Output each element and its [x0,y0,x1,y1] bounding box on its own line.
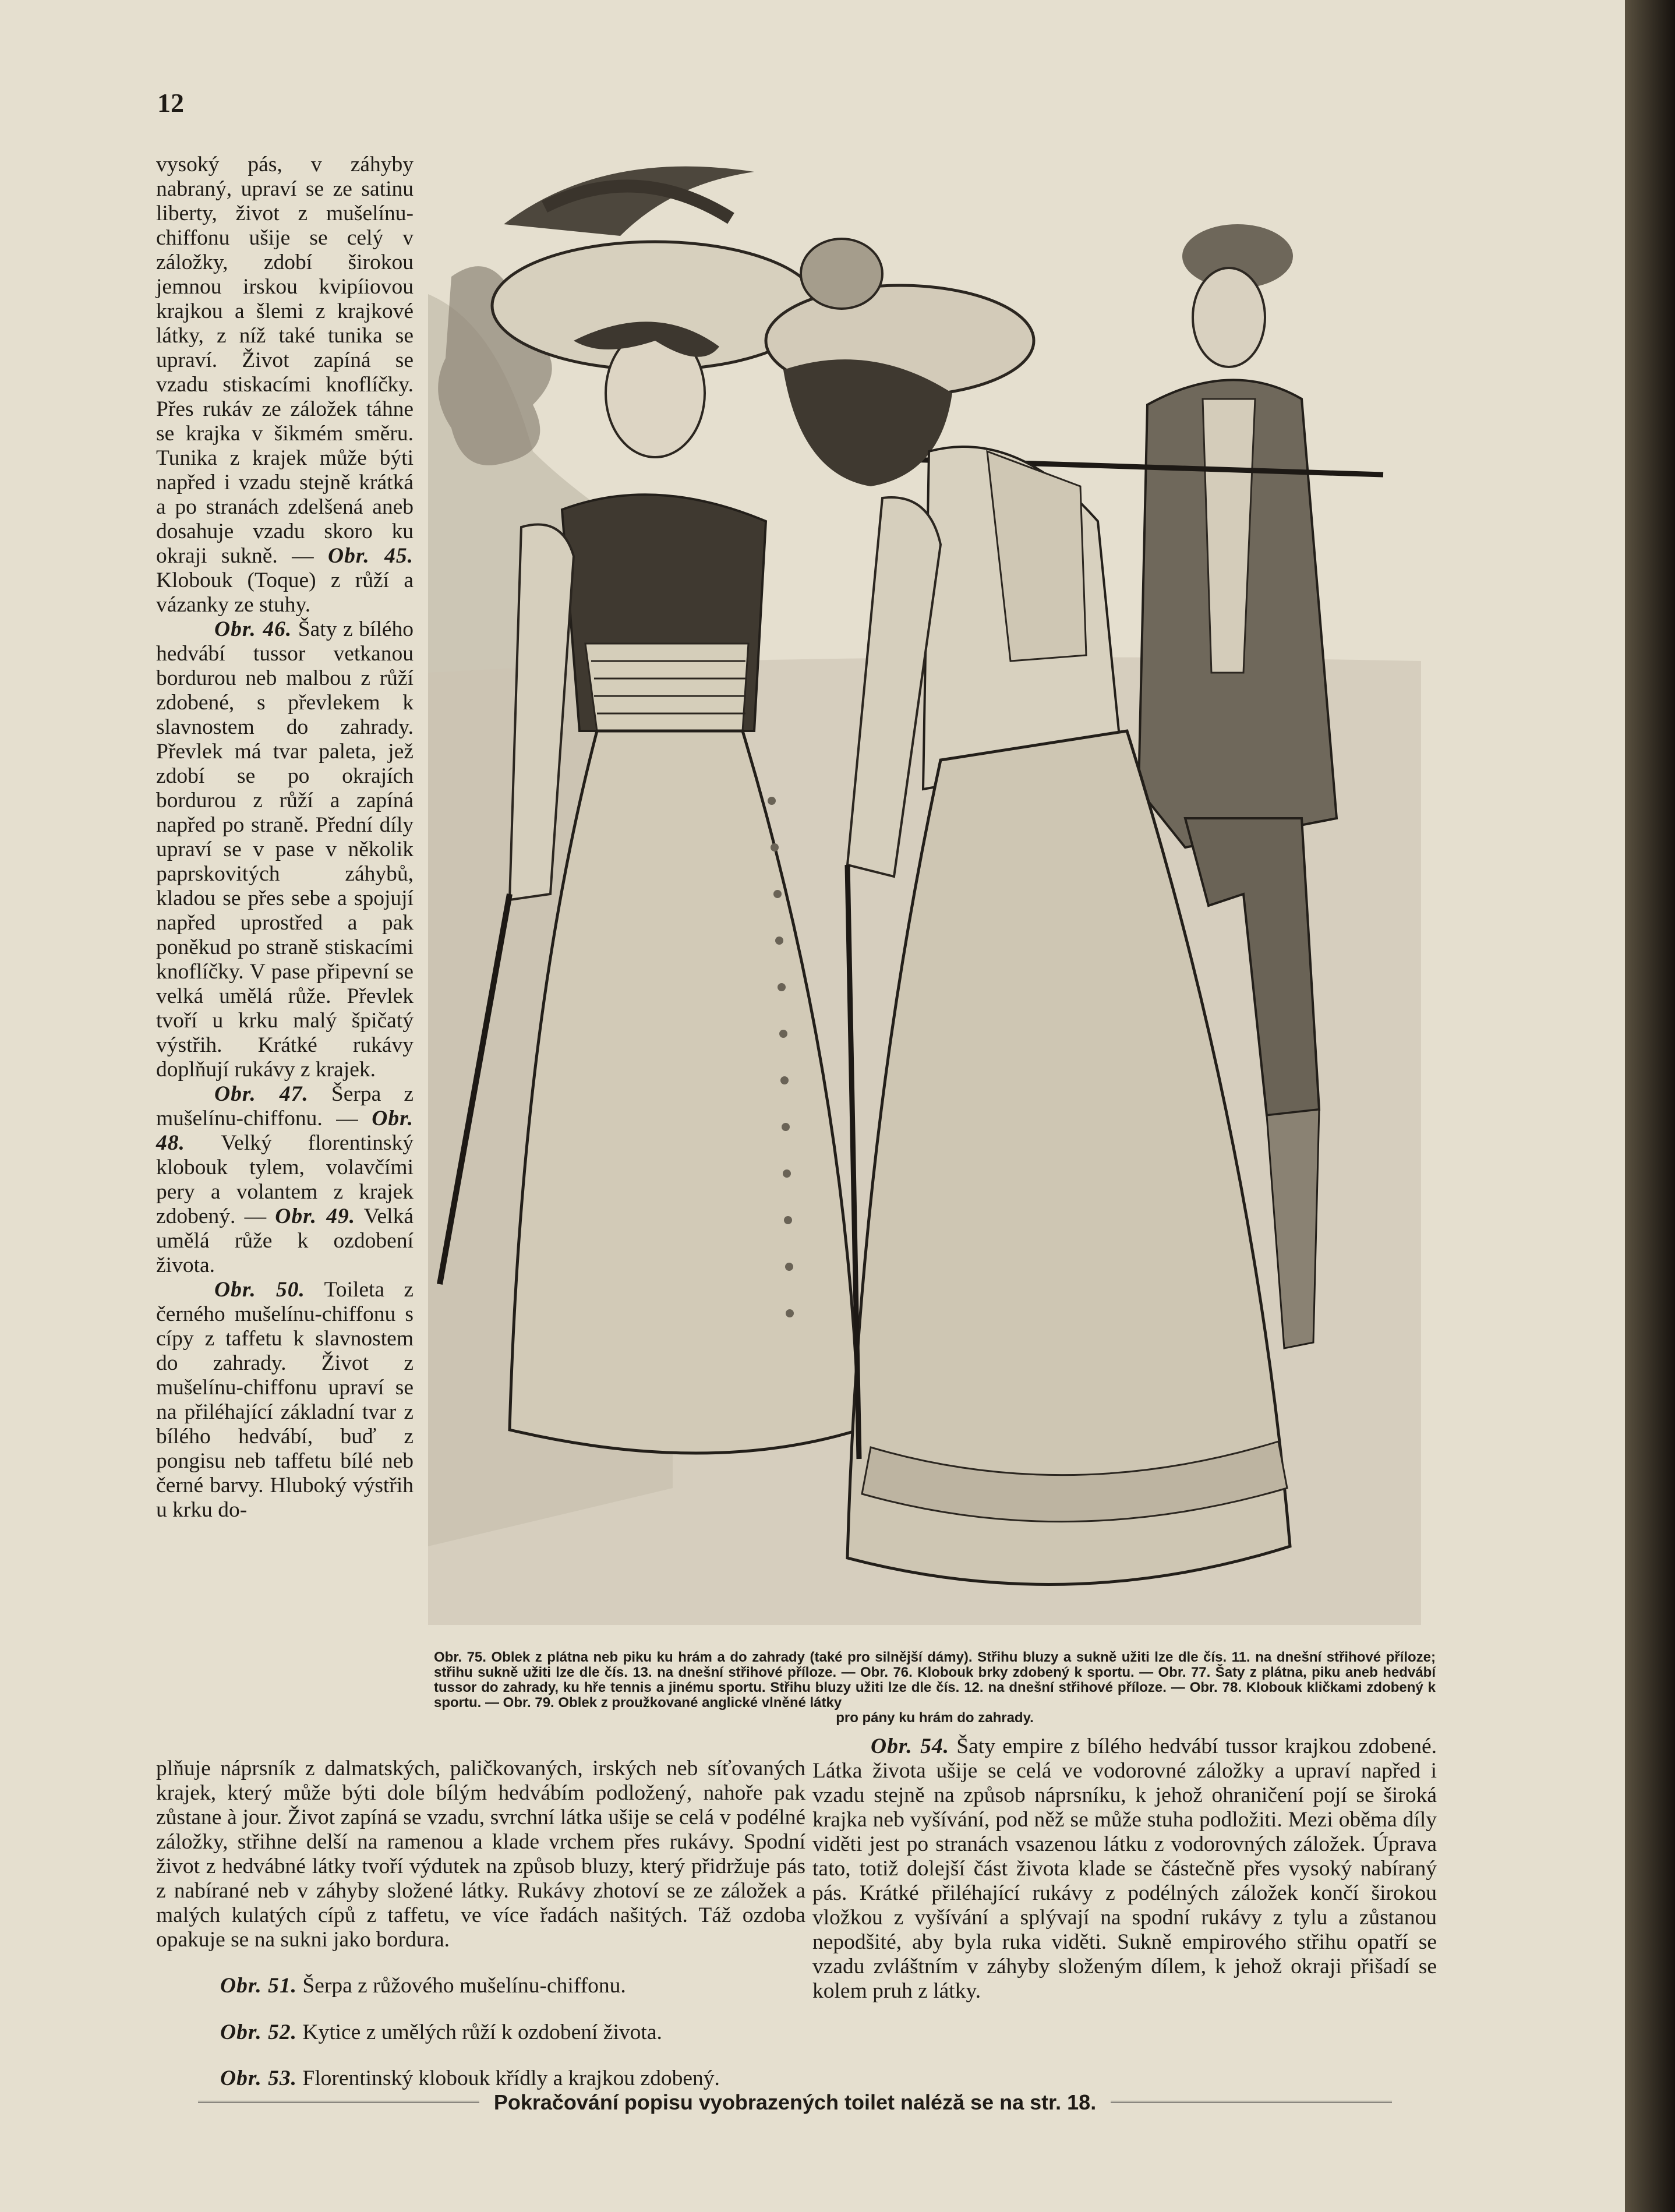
figure-ref: Obr. 52. [220,2020,297,2044]
continuation-note: Pokračování popisu vyobrazených toilet naléză se na str. 18. [493,2090,1097,2114]
left-rule [198,2101,479,2105]
list-item [156,1974,805,1998]
figure-caption [434,1650,1436,1726]
figure-ref: Obr. 50. [214,1278,305,1302]
figure-ref: Obr. 47. [214,1082,309,1106]
paragraph [156,617,414,1082]
item-text: Kytice z umělých růží k ozdobení života. [296,2020,662,2044]
page-gutter [1625,0,1675,2212]
figure-ref: Obr. 46. [214,617,292,641]
body-text: Velký florentinský klobouk tylem, volavčími pery a volantem z krajek zdobený. — [156,1131,414,1228]
figure-ref: Obr. 54. [871,1734,949,1758]
lower-left-text [156,1734,805,2113]
item-text: Šerpa z růžového mušelínu-chiffonu. [296,1974,626,1998]
figure-ref: Obr. 48. [156,1107,414,1155]
body-text: Toileta z černého mušelínu-chiffonu s cípy z taffetu k slavnostem do zahrady. Život z mušelínu-chiffonu upraví se na přiléhající základní tvar z bílého hedvábí, buď z pongisu neb taffetu bílé neb černé barvy. Hluboký výstřih u krku do- [156,1278,414,1522]
paragraph: plňuje náprsník z dalmatských, paličkovaných, irských neb síťovaných krajek, který může býti dole bílým hedvábím podložený, nahoře pak zůstane à jour. Život zapíná se vzadu, svrchní látka ušije se celá v podélné záložky, střihne delší na ramenou a klade vrchem přes rukávy. Spodní život z hedvábné látky tvoří výdutek na způsob bluzy, který přidržuje pás z nabírané neb v záhyby složené látky. Rukávy zhotoví se ze záložek a malých kulatých cípů z taffetu, ve více řadách našitých. Táž ozdoba opakuje se na sukni jako bordura. [156,1756,805,1952]
list-item [156,2020,805,2045]
engraving-illustration [428,149,1421,1625]
fashion-illustration [428,149,1421,1625]
body-text: Velká umělá růže k ozdobení života. [156,1204,414,1277]
body-text: Šerpa z mušelínu-chiffonu. — [156,1082,414,1130]
paragraph [156,153,414,617]
caption-text: Obr. 75. Oblek z plátna neb piku ku hrám a do zahrady (také pro silnější dámy). Střihu bluzy a sukně užiti lze dle čís. 11. na dnešní střihové příloze; střihu sukně užiti lze dle čís. 13. na dnešní střihové příloze. — Obr. 76. Klobouk brky zdobený k sportu. — Obr. 77. Šaty z plátna, piku aneb hedvábí tussor do zahrady, ku hře tennis a jinému sportu. Střihu bluzy užiti lze dle čís. 12. na dnešní střihové příloze. — Obr. 78. Klobouk kličkami zdobený k sportu. — Obr. 79. Oblek z proužkované anglické vlněné látky [434,1649,1436,1711]
item-text: Florentinský klobouk křídly a krajkou zdobený. [296,2066,720,2090]
paragraph [156,1278,414,1522]
caption-last-line: pro pány ku hrám do zahrady. [836,1709,1034,1726]
body-text: Klobouk (Toque) z růží a vázanky ze stuhy. [156,568,414,617]
body-text: Šaty z bílého hedvábí tussor vetkanou bordurou neb malbou z růží zdobené, s převlekem k slavnostem do zahrady. Převlek má tvar paleta, jež zdobí se po okrajích bordurou z růží a zapíná napřed po straně. Přední díly upraví se v pase v několik paprskovitých záhybů, kladou se přes sebe a spojují napřed uprostřed a pak poněkud po straně stiskacími knoflíčky. V pase připevní se velká umělá růže. Převlek tvoří u krku malý špičatý výstřih. Krátké rukávy doplňují rukávy z krajek. [156,617,414,1082]
figure-ref: Obr. 53. [220,2066,297,2090]
left-text-column [156,153,414,1522]
figure-ref: Obr. 45. [328,544,414,568]
list-item [156,2066,805,2091]
figure-ref: Obr. 49. [275,1204,356,1228]
continuation-footer [198,2088,1392,2117]
figure-ref: Obr. 51. [220,1974,297,1998]
paragraph [156,1082,414,1278]
body-text: Šaty empire z bílého hedvábí tussor krajkou zdobené. Látka života ušije se celá ve vodorovné záložky a upraví napřed i vzadu stejně na způsob náprsníku, k jehož ohraničení pojí se široká krajka neb vyšívání, pod něž se může stuha podložiti. Mezi oběma díly viděti jest po stranách vsazenou látku z vodorovných záložek. Úprava tato, totiž dolejší část života klade se částečně přes vysoký nabíraný pás. Krátké přiléhající rukávy z podélných záložek končí širokou vložkou z vyšívání a splývají na spodní rukávy z tylu a zůstanou nepodšité, aby byla ruka viděti. Sukně empirového střihu opatří se vzadu zvláštním v záhyby složeným dílem, k jehož okraji přišadí se kolem pruh z látky. [812,1734,1437,2003]
page-number: 12 [157,88,184,118]
right-rule [1111,2101,1392,2105]
right-text-column [812,1734,1437,2003]
body-text: vysoký pás, v záhyby nabraný, upraví se ze satinu liberty, život z mušelínu-chiffonu ušije se celý v záložky, zdobí širokou jemnou irskou kvipíiovou krajkou a šlemi z krajkové látky, z níž také tunika se upraví. Život zapíná se vzadu stiskacími knoflíčky. Přes rukáv ze záložek táhne se krajka v šikmém směru. Tunika z krajek může býti napřed i vzadu stejně krátká a po stranách zdelšená aneb dosahuje vzadu skoro ku okraji sukně. — [156,153,414,568]
paragraph [812,1734,1437,2003]
